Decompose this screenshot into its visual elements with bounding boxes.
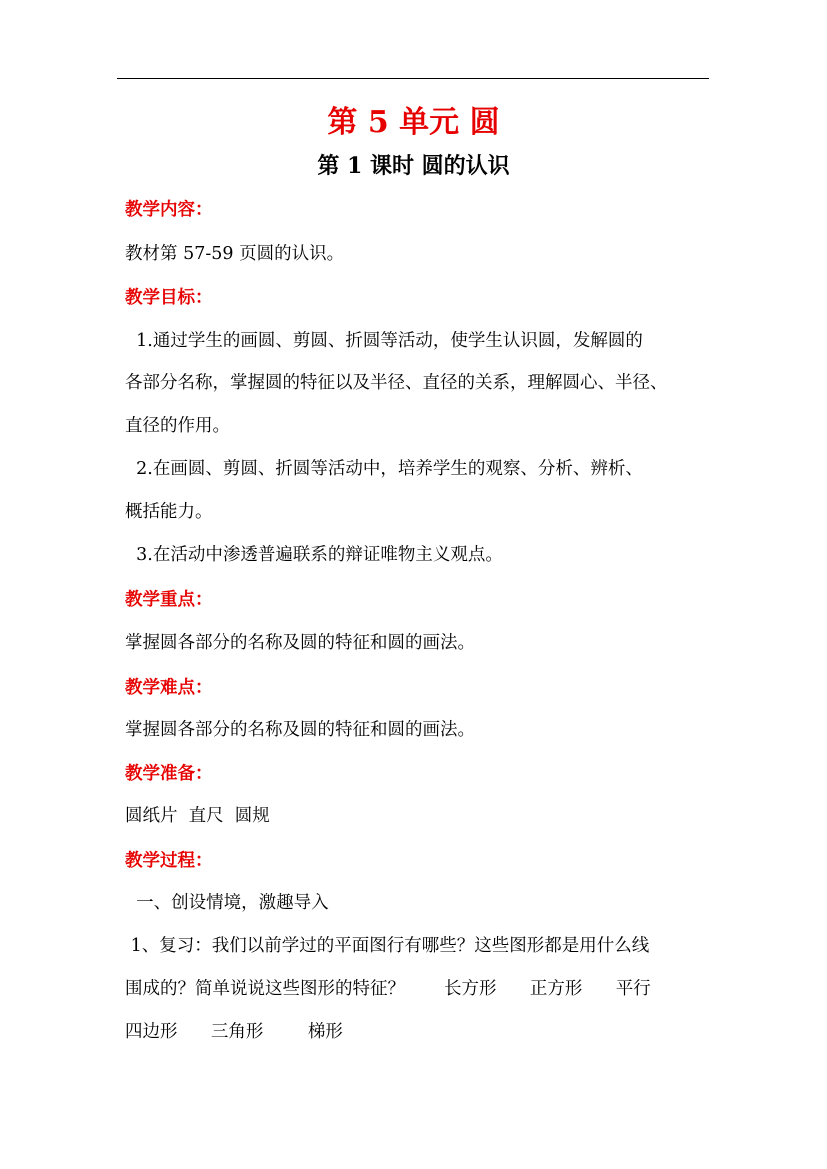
difficulties-line: 掌握圆各部分的名称及圆的特征和圆的画法。	[125, 720, 475, 740]
unit-title: 第 5 单元 圆	[327, 105, 500, 140]
header-rule	[117, 78, 709, 79]
lesson-title: 第 1 课时 圆的认识	[317, 153, 510, 179]
section-heading-content: 教学内容：	[125, 200, 213, 220]
section-heading-objectives: 教学目标：	[125, 288, 213, 308]
preparation-line: 圆纸片 直尺 圆规	[125, 806, 270, 826]
process-line: 1、复习：我们以前学过的平面图行有哪些？这些图形都是用什么线	[125, 936, 650, 956]
objectives-line: 直径的作用。	[125, 416, 230, 436]
objectives-line: 各部分名称，掌握圆的特征以及半径、直径的关系，理解圆心、半径、	[125, 373, 668, 393]
objectives-line: 3.在活动中渗透普遍联系的辩证唯物主义观点。	[125, 545, 503, 565]
objectives-line: 1.通过学生的画圆、剪圆、折圆等活动，使学生认识圆，发解圆的	[125, 331, 643, 351]
section-heading-key-points: 教学重点：	[125, 590, 213, 610]
section-heading-process: 教学过程：	[125, 851, 213, 871]
process-line: 围成的？简单说说这些图形的特征？ 长方形 正方形 平行	[125, 979, 651, 999]
objectives-line: 概括能力。	[125, 502, 213, 522]
section-heading-preparation: 教学准备：	[125, 764, 213, 784]
objectives-line: 2.在画圆、剪圆、折圆等活动中，培养学生的观察、分析、辨析、	[125, 459, 643, 479]
key-points-line: 掌握圆各部分的名称及圆的特征和圆的画法。	[125, 633, 475, 653]
process-line: 四边形 三角形 梯形	[125, 1022, 343, 1042]
content-line: 教材第 57-59 页圆的认识。	[125, 244, 345, 264]
section-heading-difficulties: 教学难点：	[125, 678, 213, 698]
process-line: 一、创设情境，激趣导入	[125, 893, 329, 913]
